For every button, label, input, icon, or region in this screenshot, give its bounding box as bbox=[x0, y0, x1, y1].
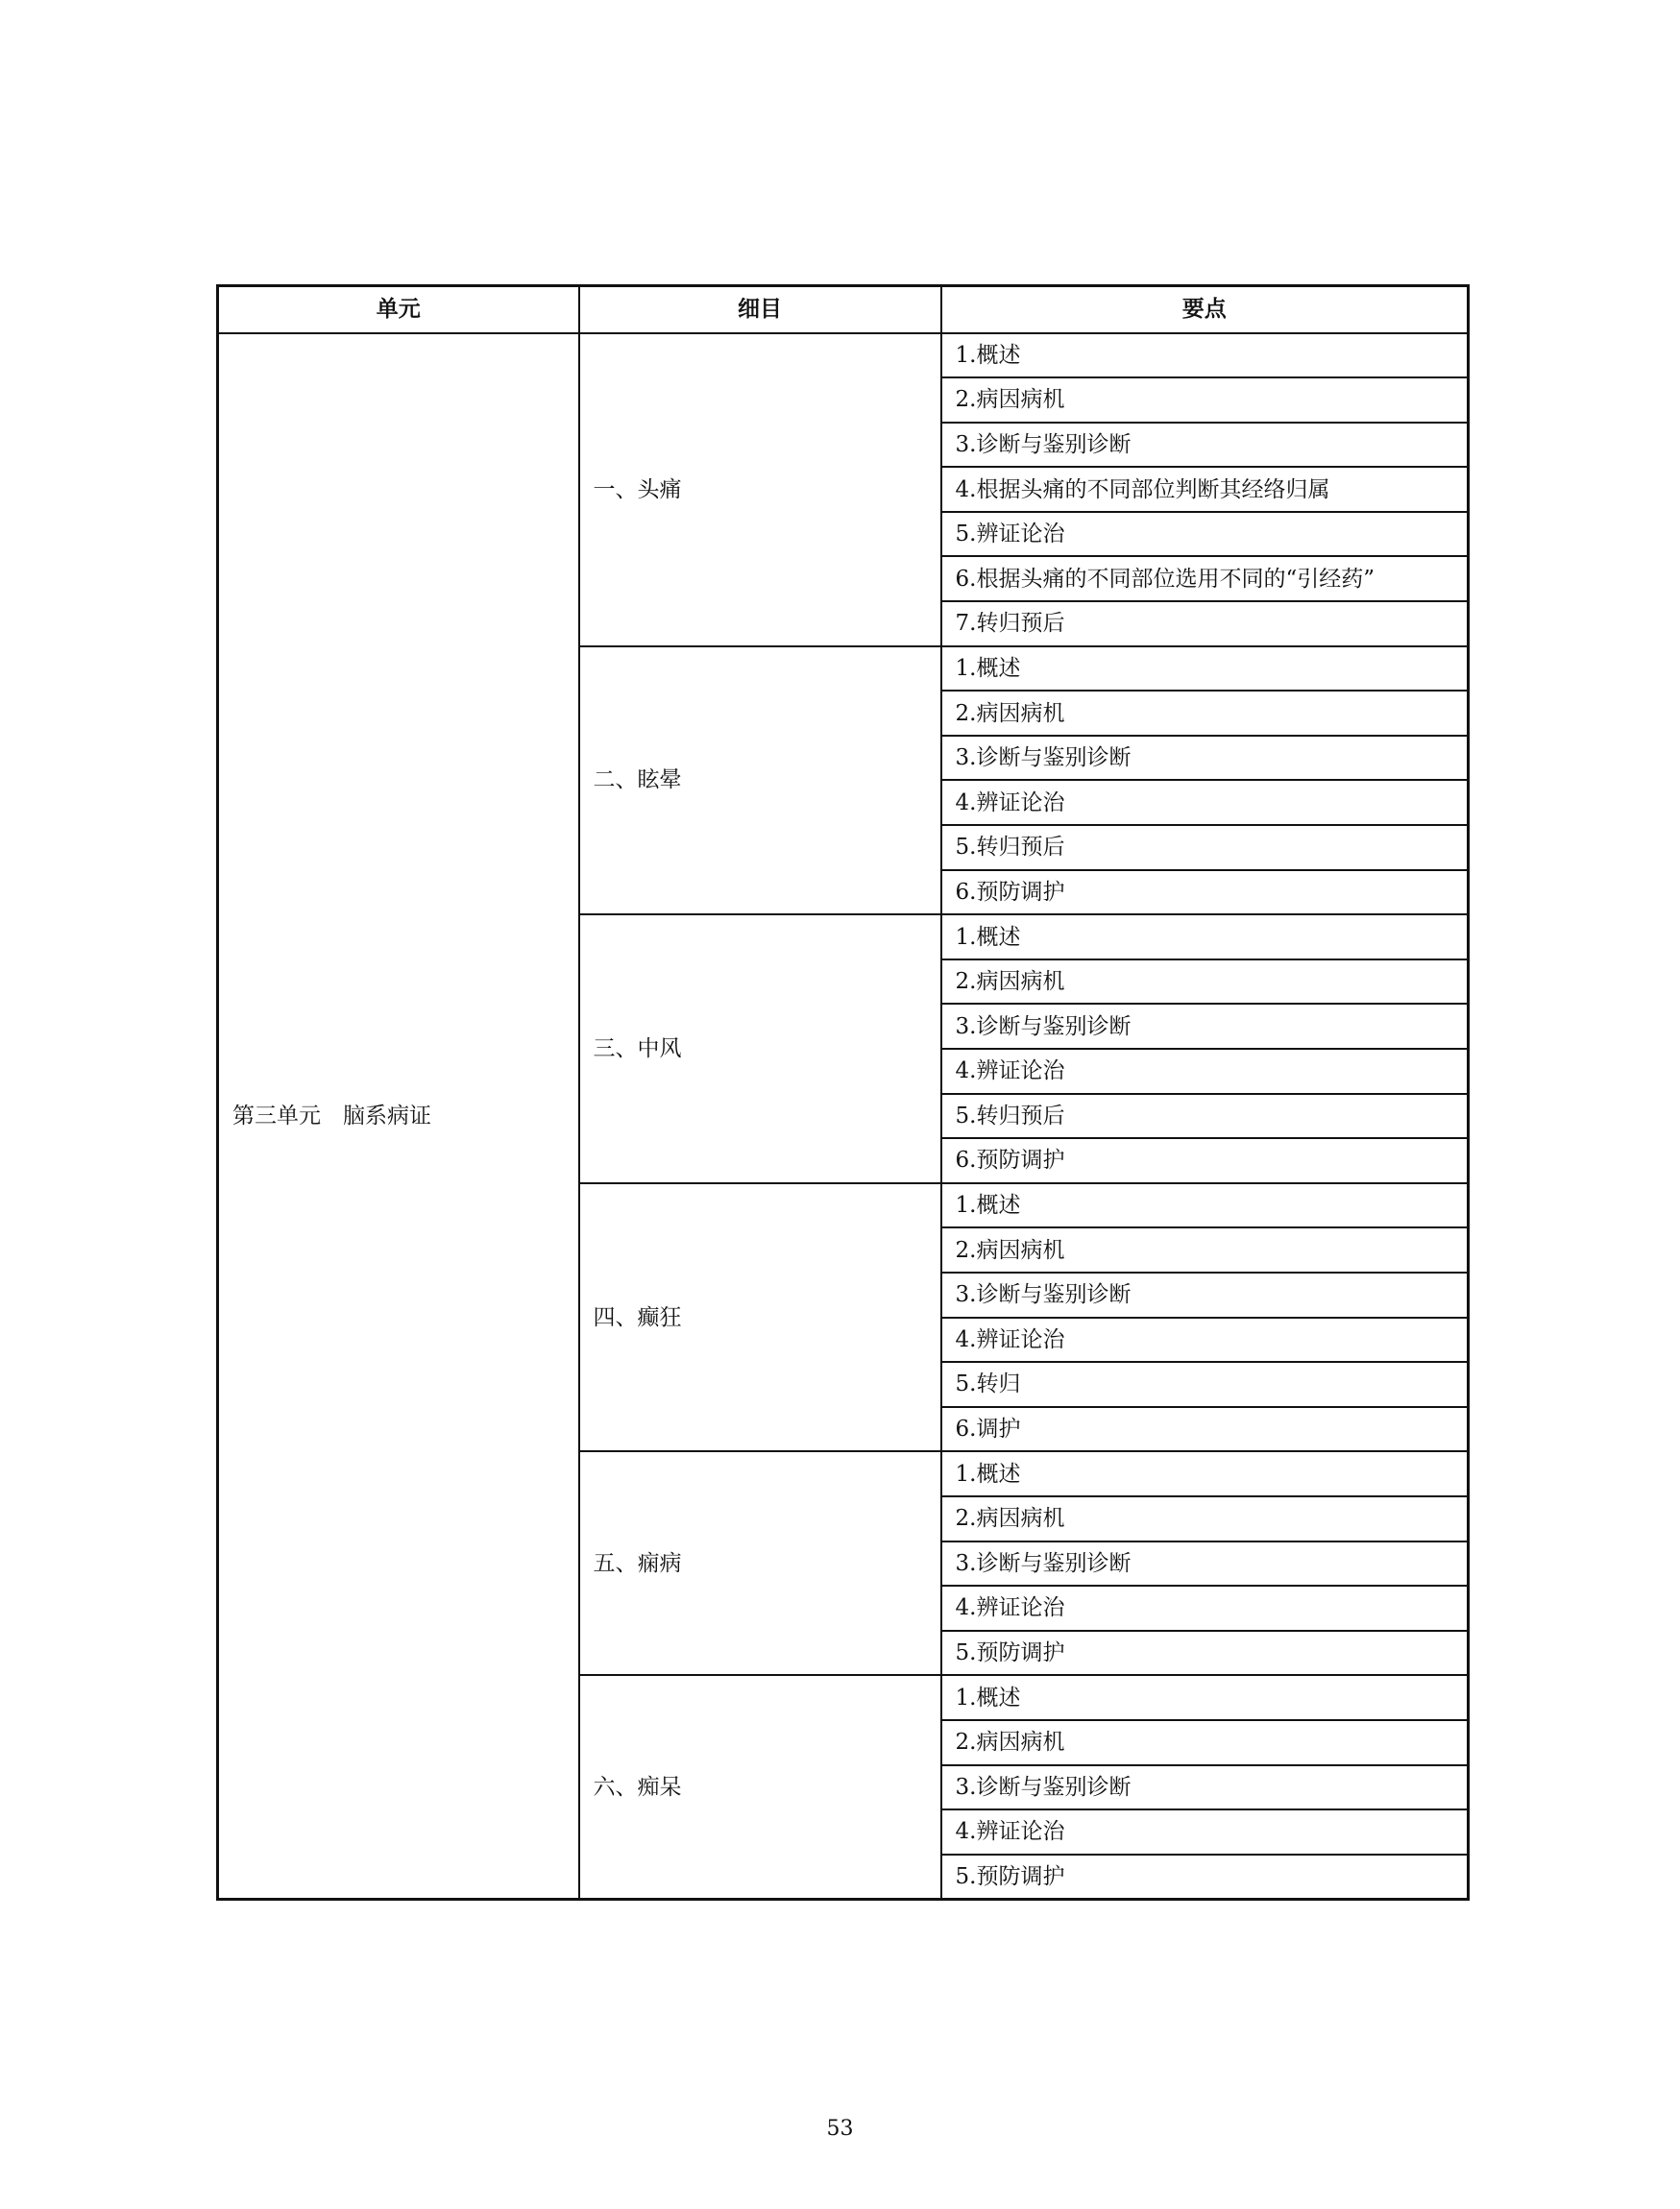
header-points: 要点 bbox=[941, 286, 1469, 333]
point-cell: 6.根据头痛的不同部位选用不同的“引经药” bbox=[941, 556, 1469, 601]
point-cell: 6.预防调护 bbox=[941, 870, 1469, 915]
item-cell: 五、痫病 bbox=[579, 1451, 941, 1675]
item-cell: 一、头痛 bbox=[579, 333, 941, 646]
point-cell: 3.诊断与鉴别诊断 bbox=[941, 1541, 1469, 1587]
item-cell: 六、痴呆 bbox=[579, 1675, 941, 1899]
point-cell: 2.病因病机 bbox=[941, 1720, 1469, 1765]
point-cell: 5.辨证论治 bbox=[941, 512, 1469, 557]
unit-cell: 第三单元 脑系病证 bbox=[218, 333, 579, 1900]
point-cell: 3.诊断与鉴别诊断 bbox=[941, 423, 1469, 468]
point-cell: 5.转归 bbox=[941, 1362, 1469, 1407]
header-unit: 单元 bbox=[218, 286, 579, 333]
point-cell: 4.根据头痛的不同部位判断其经络归属 bbox=[941, 467, 1469, 512]
point-cell: 4.辨证论治 bbox=[941, 1318, 1469, 1363]
point-cell: 2.病因病机 bbox=[941, 1227, 1469, 1273]
table-row bbox=[218, 333, 1469, 378]
point-cell: 4.辨证论治 bbox=[941, 780, 1469, 825]
point-cell: 1.概述 bbox=[941, 646, 1469, 692]
point-cell: 6.调护 bbox=[941, 1407, 1469, 1452]
item-cell: 二、眩晕 bbox=[579, 646, 941, 915]
item-cell: 四、癫狂 bbox=[579, 1183, 941, 1452]
point-cell: 3.诊断与鉴别诊断 bbox=[941, 1004, 1469, 1049]
point-cell: 1.概述 bbox=[941, 1675, 1469, 1720]
point-cell: 4.辨证论治 bbox=[941, 1049, 1469, 1094]
point-cell: 2.病因病机 bbox=[941, 959, 1469, 1005]
point-cell: 6.预防调护 bbox=[941, 1138, 1469, 1183]
point-cell: 5.预防调护 bbox=[941, 1855, 1469, 1900]
point-cell: 5.转归预后 bbox=[941, 1094, 1469, 1139]
point-cell: 1.概述 bbox=[941, 333, 1469, 378]
point-cell: 7.转归预后 bbox=[941, 601, 1469, 646]
point-cell: 3.诊断与鉴别诊断 bbox=[941, 1765, 1469, 1810]
item-cell: 三、中风 bbox=[579, 914, 941, 1183]
header-item: 细目 bbox=[579, 286, 941, 333]
point-cell: 3.诊断与鉴别诊断 bbox=[941, 736, 1469, 781]
syllabus-table bbox=[216, 284, 1470, 1901]
page-number: 53 bbox=[826, 2117, 854, 2141]
point-cell: 2.病因病机 bbox=[941, 691, 1469, 736]
point-cell: 4.辨证论治 bbox=[941, 1586, 1469, 1631]
point-cell: 3.诊断与鉴别诊断 bbox=[941, 1273, 1469, 1318]
point-cell: 1.概述 bbox=[941, 1183, 1469, 1228]
point-cell: 1.概述 bbox=[941, 914, 1469, 959]
point-cell: 5.转归预后 bbox=[941, 825, 1469, 870]
point-cell: 1.概述 bbox=[941, 1451, 1469, 1496]
point-cell: 2.病因病机 bbox=[941, 377, 1469, 423]
point-cell: 5.预防调护 bbox=[941, 1631, 1469, 1676]
point-cell: 4.辨证论治 bbox=[941, 1809, 1469, 1855]
header-row bbox=[218, 286, 1469, 333]
table-body bbox=[218, 333, 1469, 1900]
point-cell: 2.病因病机 bbox=[941, 1496, 1469, 1541]
